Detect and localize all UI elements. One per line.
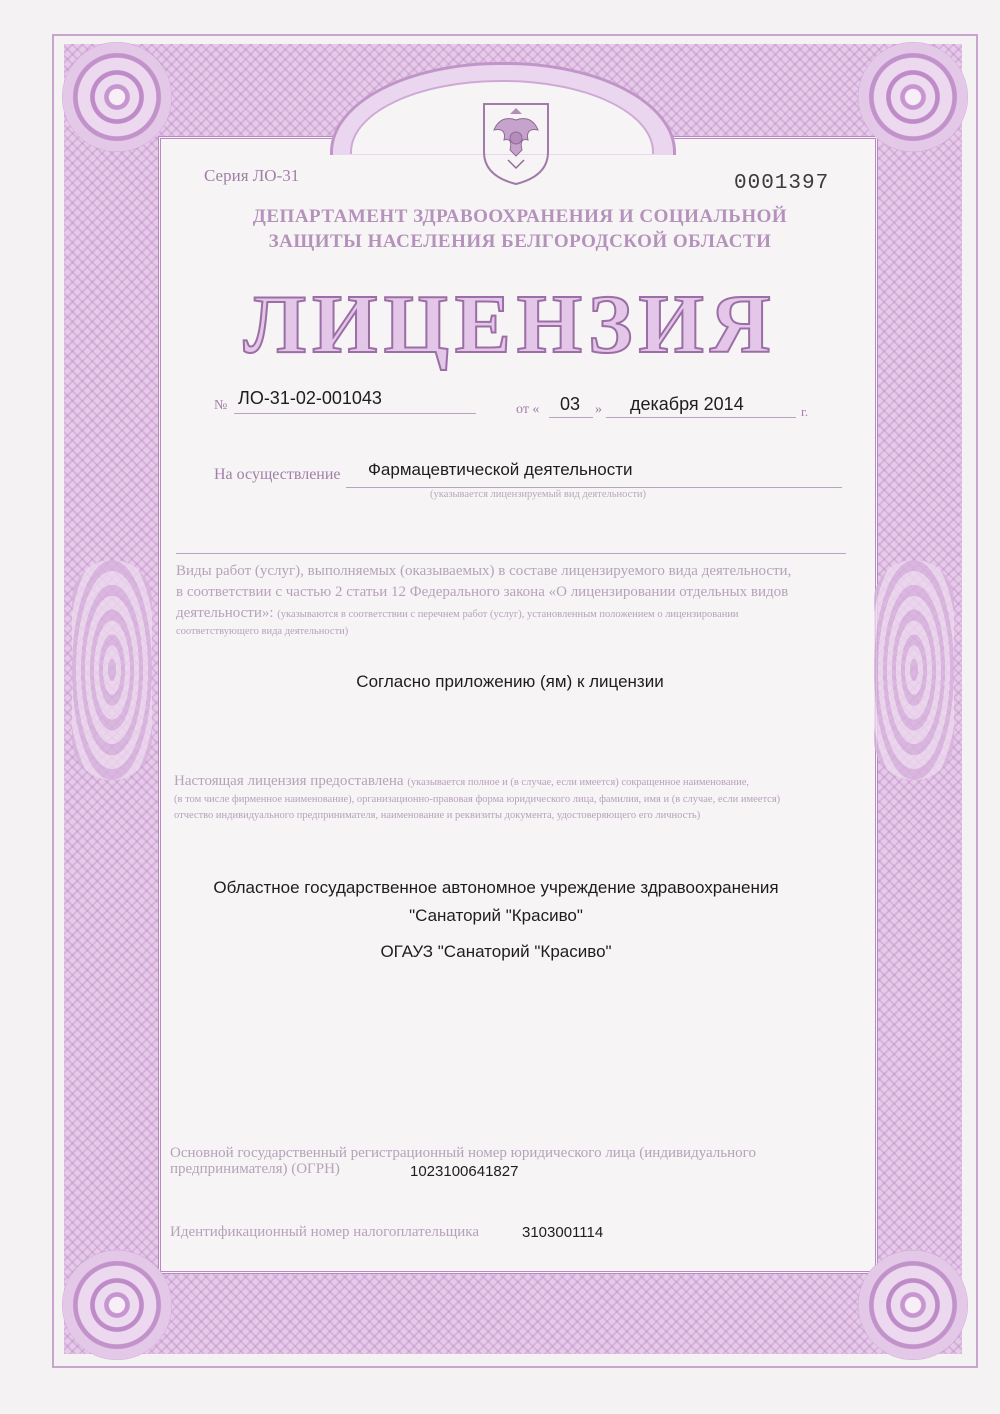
grantee-name-line-1: Областное государственное автономное учреждение здравоохранения — [213, 878, 779, 897]
works-text-line-2: в соответствии с частью 2 статьи 12 Федерального закона «О лицензировании отдельных видов — [176, 584, 789, 600]
grantee-note-1: (указывается полное и (в случае, если имеется) сокращенное наименование, — [407, 777, 750, 788]
department-line-1: ДЕПАРТАМЕНТ ЗДРАВООХРАНЕНИЯ И СОЦИАЛЬНОЙ — [252, 206, 788, 227]
department-line-2: ЗАЩИТЫ НАСЕЛЕНИЯ БЕЛГОРОДСКОЙ ОБЛАСТИ — [268, 231, 772, 252]
works-note-2: соответствующего вида деятельности) — [176, 626, 349, 637]
inn-label: Идентификационный номер налогоплательщика — [170, 1224, 480, 1240]
works-note-1: (указываются в соответствии с перечнем работ (услуг), установленным положением о лицензировании — [277, 609, 739, 620]
ogrn-label-line-1: Основной государственный регистрационный номер юридического лица (индивидуального — [170, 1145, 756, 1161]
side-ornament-right — [874, 560, 954, 780]
activity-value: Фармацевтической деятельности — [368, 460, 633, 479]
grantee-paragraph — [174, 771, 842, 824]
coat-of-arms-icon — [476, 98, 556, 186]
grantee-note-2: (в том числе фирменное наименование), организационно-правовая форма юридического лица, фамилия, имя и (в случае, если имеется) — [174, 794, 781, 805]
grantee-note-3: отчество индивидуального предпринимателя, наименование и реквизиты документа, удостоверяющего его личность) — [174, 810, 701, 821]
close-quote: » — [595, 402, 602, 417]
grantee-name-line-2: "Санаторий "Красиво" — [409, 906, 583, 925]
ogrn-value: 1023100641827 — [410, 1163, 519, 1180]
activity-blank-line — [176, 553, 846, 554]
corner-rosette-top-right — [858, 42, 968, 152]
works-text-line-1: Виды работ (услуг), выполняемых (оказываемых) в составе лицензируемого вида деятельности, — [176, 563, 792, 579]
side-ornament-left — [72, 560, 152, 780]
year-suffix: г. — [801, 404, 809, 419]
grantee-intro: Настоящая лицензия предоставлена — [174, 773, 404, 789]
ogrn-label-line-2: предпринимателя) (ОГРН) — [170, 1161, 340, 1177]
works-paragraph — [176, 561, 844, 640]
corner-rosette-bottom-left — [62, 1250, 172, 1360]
license-number-underline — [234, 413, 476, 414]
corner-rosette-bottom-right — [858, 1250, 968, 1360]
works-text-line-3: деятельности»: — [176, 605, 274, 621]
license-number: ЛО-31-02-001043 — [238, 388, 382, 408]
blank-number: 0001397 — [734, 172, 830, 195]
activity-caption: (указывается лицензируемый вид деятельности) — [430, 489, 647, 500]
works-value: Согласно приложению (ям) к лицензии — [356, 672, 664, 691]
grantee-name-line-3: ОГАУЗ "Санаторий "Красиво" — [380, 942, 612, 961]
number-sign: № — [214, 398, 228, 413]
series-label: Серия ЛО-31 — [204, 166, 300, 185]
license-day: 03 — [560, 394, 581, 414]
day-underline — [549, 417, 593, 418]
activity-underline — [346, 487, 842, 488]
license-month-year: декабря 2014 — [630, 394, 744, 414]
from-label: от « — [516, 402, 540, 417]
activity-label: На осуществление — [214, 466, 341, 483]
corner-rosette-top-left — [62, 42, 172, 152]
document-title: ЛИЦЕНЗИЯ — [243, 278, 777, 371]
month-year-underline — [606, 417, 796, 418]
inn-value: 3103001114 — [522, 1224, 604, 1241]
